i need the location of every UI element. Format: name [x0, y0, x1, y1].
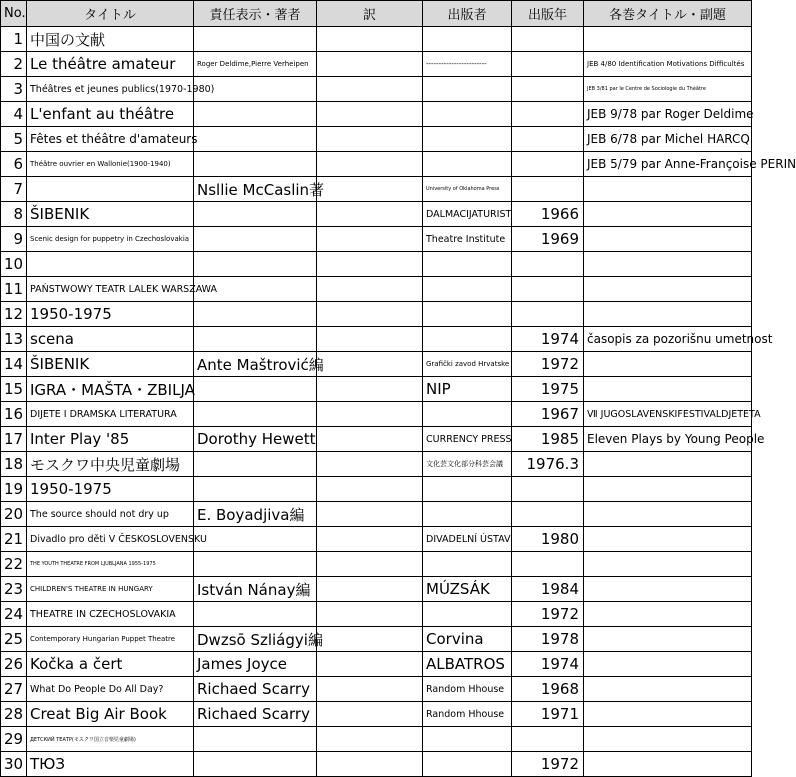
volume-subtitle-cell: Ⅶ JUGOSLAVENSKIFESTIVALDJETETA: [584, 402, 752, 427]
row-number-cell: 10: [1, 252, 27, 277]
volume-subtitle-cell: [584, 752, 752, 777]
year-cell: [512, 77, 584, 102]
volume-subtitle-cell: [584, 677, 752, 702]
table-row: [1, 627, 752, 652]
title-cell: [27, 177, 194, 202]
title-cell: ŠIBENIK: [27, 202, 194, 227]
year-cell: [512, 727, 584, 752]
translator-cell: [317, 252, 423, 277]
title-cell: Le théâtre amateur: [27, 52, 194, 77]
translator-cell: [317, 102, 423, 127]
author-cell: Ante Maštrović編: [194, 352, 317, 377]
year-cell: 1971: [512, 702, 584, 727]
title-cell: CHILDREN'S THEATRE IN HUNGARY: [27, 577, 194, 602]
volume-subtitle-cell: [584, 277, 752, 302]
table-row: [1, 602, 752, 627]
publisher-cell: [423, 752, 512, 777]
translator-cell: [317, 502, 423, 527]
title-cell: THE YOUTH THEATRE FROM LJUBLJANA 1955-1975: [27, 552, 194, 577]
row-number-cell: 14: [1, 352, 27, 377]
volume-subtitle-cell: [584, 477, 752, 502]
translator-cell: [317, 377, 423, 402]
year-cell: 1975: [512, 377, 584, 402]
row-number-cell: 12: [1, 302, 27, 327]
title-cell: ТЮЗ: [27, 752, 194, 777]
year-cell: 1985: [512, 427, 584, 452]
volume-subtitle-cell: Eleven Plays by Young People: [584, 427, 752, 452]
row-number-cell: 7: [1, 177, 27, 202]
row-number-cell: 18: [1, 452, 27, 477]
table-row: [1, 752, 752, 777]
author-cell: Roger Deldime,Pierre Verheipen: [194, 52, 317, 77]
translator-cell: [317, 327, 423, 352]
translator-cell: [317, 702, 423, 727]
publisher-cell: DALMACIJATURIST: [423, 202, 512, 227]
translator-cell: [317, 127, 423, 152]
volume-subtitle-cell: [584, 252, 752, 277]
author-cell: [194, 752, 317, 777]
title-cell: 1950-1975: [27, 477, 194, 502]
table-row: [1, 477, 752, 502]
table-row: [1, 427, 752, 452]
publisher-cell: [423, 252, 512, 277]
volume-subtitle-cell: [584, 627, 752, 652]
volume-subtitle-cell: [584, 602, 752, 627]
year-cell: [512, 502, 584, 527]
row-number-cell: 6: [1, 152, 27, 177]
publisher-cell: University of Oklahoma Press: [423, 177, 512, 202]
table-row: [1, 452, 752, 477]
publisher-cell: MÚZSÁK: [423, 577, 512, 602]
translator-cell: [317, 727, 423, 752]
table-row: [1, 377, 752, 402]
year-cell: 1974: [512, 652, 584, 677]
header-no: No.: [1, 1, 27, 27]
table-row: [1, 177, 752, 202]
publisher-cell: [423, 552, 512, 577]
author-cell: [194, 102, 317, 127]
author-cell: [194, 527, 317, 552]
header-volume-subtitle: 各巻タイトル・副題: [584, 1, 752, 27]
header-row: [1, 1, 752, 27]
title-cell: IGRA・MAŠTA・ZBILJA: [27, 377, 194, 402]
translator-cell: [317, 177, 423, 202]
year-cell: 1984: [512, 577, 584, 602]
translator-cell: [317, 677, 423, 702]
author-cell: [194, 302, 317, 327]
table-row: [1, 327, 752, 352]
translator-cell: [317, 627, 423, 652]
row-number-cell: 8: [1, 202, 27, 227]
year-cell: 1967: [512, 402, 584, 427]
table-row: [1, 202, 752, 227]
volume-subtitle-cell: [584, 702, 752, 727]
author-cell: [194, 27, 317, 52]
translator-cell: [317, 277, 423, 302]
title-cell: THEATRE IN CZECHOSLOVAKIA: [27, 602, 194, 627]
year-cell: 1972: [512, 352, 584, 377]
table-row: [1, 652, 752, 677]
publisher-cell: Theatre Institute: [423, 227, 512, 252]
table-row: [1, 127, 752, 152]
publisher-cell: [423, 477, 512, 502]
translator-cell: [317, 27, 423, 52]
publisher-cell: Random Hhouse: [423, 677, 512, 702]
row-number-cell: 30: [1, 752, 27, 777]
year-cell: [512, 302, 584, 327]
row-number-cell: 5: [1, 127, 27, 152]
row-number-cell: 16: [1, 402, 27, 427]
publisher-cell: [423, 727, 512, 752]
table-row: [1, 102, 752, 127]
translator-cell: [317, 77, 423, 102]
table-row: [1, 152, 752, 177]
header-translator: 訳: [317, 1, 423, 27]
row-number-cell: 24: [1, 602, 27, 627]
volume-subtitle-cell: JEB 9/78 par Roger Deldime: [584, 102, 752, 127]
table-row: [1, 702, 752, 727]
table-row: [1, 727, 752, 752]
title-cell: Théâtre ouvrier en Wallonie(1900-1940): [27, 152, 194, 177]
volume-subtitle-cell: JEB 3/81 par le Centre de Sociologie du Théâtre: [584, 77, 752, 102]
author-cell: E. Boyadjiva編: [194, 502, 317, 527]
row-number-cell: 25: [1, 627, 27, 652]
year-cell: 1972: [512, 752, 584, 777]
author-cell: Richaed Scarry: [194, 677, 317, 702]
table-row: [1, 352, 752, 377]
row-number-cell: 15: [1, 377, 27, 402]
translator-cell: [317, 477, 423, 502]
publisher-cell: [423, 602, 512, 627]
author-cell: István Nánay編: [194, 577, 317, 602]
table-row: [1, 277, 752, 302]
volume-subtitle-cell: [584, 452, 752, 477]
translator-cell: [317, 552, 423, 577]
volume-subtitle-cell: [584, 352, 752, 377]
translator-cell: [317, 152, 423, 177]
row-number-cell: 4: [1, 102, 27, 127]
translator-cell: [317, 527, 423, 552]
year-cell: [512, 127, 584, 152]
year-cell: 1978: [512, 627, 584, 652]
author-cell: [194, 552, 317, 577]
year-cell: [512, 152, 584, 177]
author-cell: [194, 202, 317, 227]
title-cell: Inter Play '85: [27, 427, 194, 452]
publisher-cell: [423, 502, 512, 527]
title-cell: Divadlo pro děti V ČESKOSLOVENSKU: [27, 527, 194, 552]
year-cell: [512, 177, 584, 202]
title-cell: Théâtres et jeunes publics(1970-1980): [27, 77, 194, 102]
row-number-cell: 27: [1, 677, 27, 702]
publisher-cell: [423, 402, 512, 427]
table-row: [1, 502, 752, 527]
year-cell: 1972: [512, 602, 584, 627]
volume-subtitle-cell: časopis za pozorišnu umetnost: [584, 327, 752, 352]
year-cell: [512, 277, 584, 302]
author-cell: Richaed Scarry: [194, 702, 317, 727]
year-cell: [512, 252, 584, 277]
author-cell: [194, 227, 317, 252]
year-cell: 1966: [512, 202, 584, 227]
author-cell: [194, 377, 317, 402]
row-number-cell: 11: [1, 277, 27, 302]
author-cell: [194, 452, 317, 477]
publisher-cell: ALBATROS: [423, 652, 512, 677]
publisher-cell: [423, 277, 512, 302]
table-row: [1, 527, 752, 552]
year-cell: 1976.3: [512, 452, 584, 477]
volume-subtitle-cell: JEB 4/80 Identification Motivations Difficultés: [584, 52, 752, 77]
volume-subtitle-cell: [584, 652, 752, 677]
row-number-cell: 29: [1, 727, 27, 752]
author-cell: [194, 477, 317, 502]
title-cell: L'enfant au théâtre: [27, 102, 194, 127]
author-cell: Dorothy Hewett: [194, 427, 317, 452]
volume-subtitle-cell: [584, 177, 752, 202]
title-cell: What Do People Do All Day?: [27, 677, 194, 702]
volume-subtitle-cell: [584, 527, 752, 552]
table-row: [1, 227, 752, 252]
year-cell: [512, 552, 584, 577]
row-number-cell: 13: [1, 327, 27, 352]
volume-subtitle-cell: [584, 202, 752, 227]
publisher-cell: ------------------------: [423, 52, 512, 77]
volume-subtitle-cell: [584, 377, 752, 402]
title-cell: 1950-1975: [27, 302, 194, 327]
table-row: [1, 77, 752, 102]
publisher-cell: [423, 102, 512, 127]
publisher-cell: [423, 152, 512, 177]
title-cell: Contemporary Hungarian Puppet Theatre: [27, 627, 194, 652]
volume-subtitle-cell: JEB 5/79 par Anne-Françoise PERIN: [584, 152, 752, 177]
publisher-cell: [423, 77, 512, 102]
author-cell: [194, 727, 317, 752]
title-cell: Creat Big Air Book: [27, 702, 194, 727]
year-cell: 1969: [512, 227, 584, 252]
table-row: [1, 577, 752, 602]
author-cell: James Joyce: [194, 652, 317, 677]
title-cell: Scenic design for puppetry in Czechoslovakia: [27, 227, 194, 252]
publisher-cell: CURRENCY PRESS: [423, 427, 512, 452]
table-row: [1, 677, 752, 702]
row-number-cell: 9: [1, 227, 27, 252]
table-row: [1, 302, 752, 327]
header-year: 出版年: [512, 1, 584, 27]
volume-subtitle-cell: [584, 502, 752, 527]
table-row: [1, 402, 752, 427]
year-cell: [512, 102, 584, 127]
table-row: [1, 252, 752, 277]
publisher-cell: [423, 327, 512, 352]
row-number-cell: 2: [1, 52, 27, 77]
row-number-cell: 19: [1, 477, 27, 502]
year-cell: 1980: [512, 527, 584, 552]
title-cell: PAŃSTWOWY TEATR LALEK WARSZAWA: [27, 277, 194, 302]
author-cell: Dwzsō Szliágyi編: [194, 627, 317, 652]
title-cell: [27, 252, 194, 277]
publisher-cell: Corvina: [423, 627, 512, 652]
header-title: タイトル: [27, 1, 194, 27]
year-cell: [512, 477, 584, 502]
volume-subtitle-cell: [584, 727, 752, 752]
publisher-cell: NIP: [423, 377, 512, 402]
title-cell: Kočka a čert: [27, 652, 194, 677]
volume-subtitle-cell: [584, 577, 752, 602]
title-cell: Fêtes et théâtre d'amateurs: [27, 127, 194, 152]
row-number-cell: 22: [1, 552, 27, 577]
author-cell: [194, 252, 317, 277]
volume-subtitle-cell: [584, 302, 752, 327]
title-cell: scena: [27, 327, 194, 352]
publisher-cell: [423, 302, 512, 327]
row-number-cell: 20: [1, 502, 27, 527]
publisher-cell: DIVADELNÍ ÚSTAV: [423, 527, 512, 552]
translator-cell: [317, 302, 423, 327]
publisher-cell: [423, 27, 512, 52]
volume-subtitle-cell: [584, 227, 752, 252]
year-cell: [512, 27, 584, 52]
title-cell: 中国の文献: [27, 27, 194, 52]
publisher-cell: Grafički zavod Hrvatske: [423, 352, 512, 377]
publisher-cell: Random Hhouse: [423, 702, 512, 727]
translator-cell: [317, 577, 423, 602]
row-number-cell: 1: [1, 27, 27, 52]
volume-subtitle-cell: [584, 27, 752, 52]
publisher-cell: [423, 127, 512, 152]
row-number-cell: 23: [1, 577, 27, 602]
table-row: [1, 552, 752, 577]
translator-cell: [317, 352, 423, 377]
title-cell: ŠIBENIK: [27, 352, 194, 377]
author-cell: [194, 327, 317, 352]
row-number-cell: 21: [1, 527, 27, 552]
author-cell: [194, 152, 317, 177]
translator-cell: [317, 227, 423, 252]
title-cell: The source should not dry up: [27, 502, 194, 527]
translator-cell: [317, 202, 423, 227]
row-number-cell: 17: [1, 427, 27, 452]
title-cell: ДЕТСКИЙ ТЕАТР(モスクワ国立音楽児童劇場): [27, 727, 194, 752]
translator-cell: [317, 752, 423, 777]
year-cell: 1968: [512, 677, 584, 702]
volume-subtitle-cell: [584, 552, 752, 577]
table-row: [1, 27, 752, 52]
year-cell: [512, 52, 584, 77]
row-number-cell: 26: [1, 652, 27, 677]
header-author: 責任表示・著者: [194, 1, 317, 27]
volume-subtitle-cell: JEB 6/78 par Michel HARCQ: [584, 127, 752, 152]
row-number-cell: 3: [1, 77, 27, 102]
publisher-cell: 文化芸文化部分科芸会議: [423, 452, 512, 477]
title-cell: モスクワ中央児童劇場: [27, 452, 194, 477]
author-cell: [194, 127, 317, 152]
translator-cell: [317, 402, 423, 427]
author-cell: Nsllie McCaslin著: [194, 177, 317, 202]
translator-cell: [317, 452, 423, 477]
year-cell: 1974: [512, 327, 584, 352]
row-number-cell: 28: [1, 702, 27, 727]
author-cell: [194, 402, 317, 427]
translator-cell: [317, 427, 423, 452]
table-row: [1, 52, 752, 77]
translator-cell: [317, 652, 423, 677]
title-cell: DIJETE I DRAMSKA LITERATURA: [27, 402, 194, 427]
translator-cell: [317, 52, 423, 77]
header-publisher: 出版者: [423, 1, 512, 27]
author-cell: [194, 602, 317, 627]
translator-cell: [317, 602, 423, 627]
